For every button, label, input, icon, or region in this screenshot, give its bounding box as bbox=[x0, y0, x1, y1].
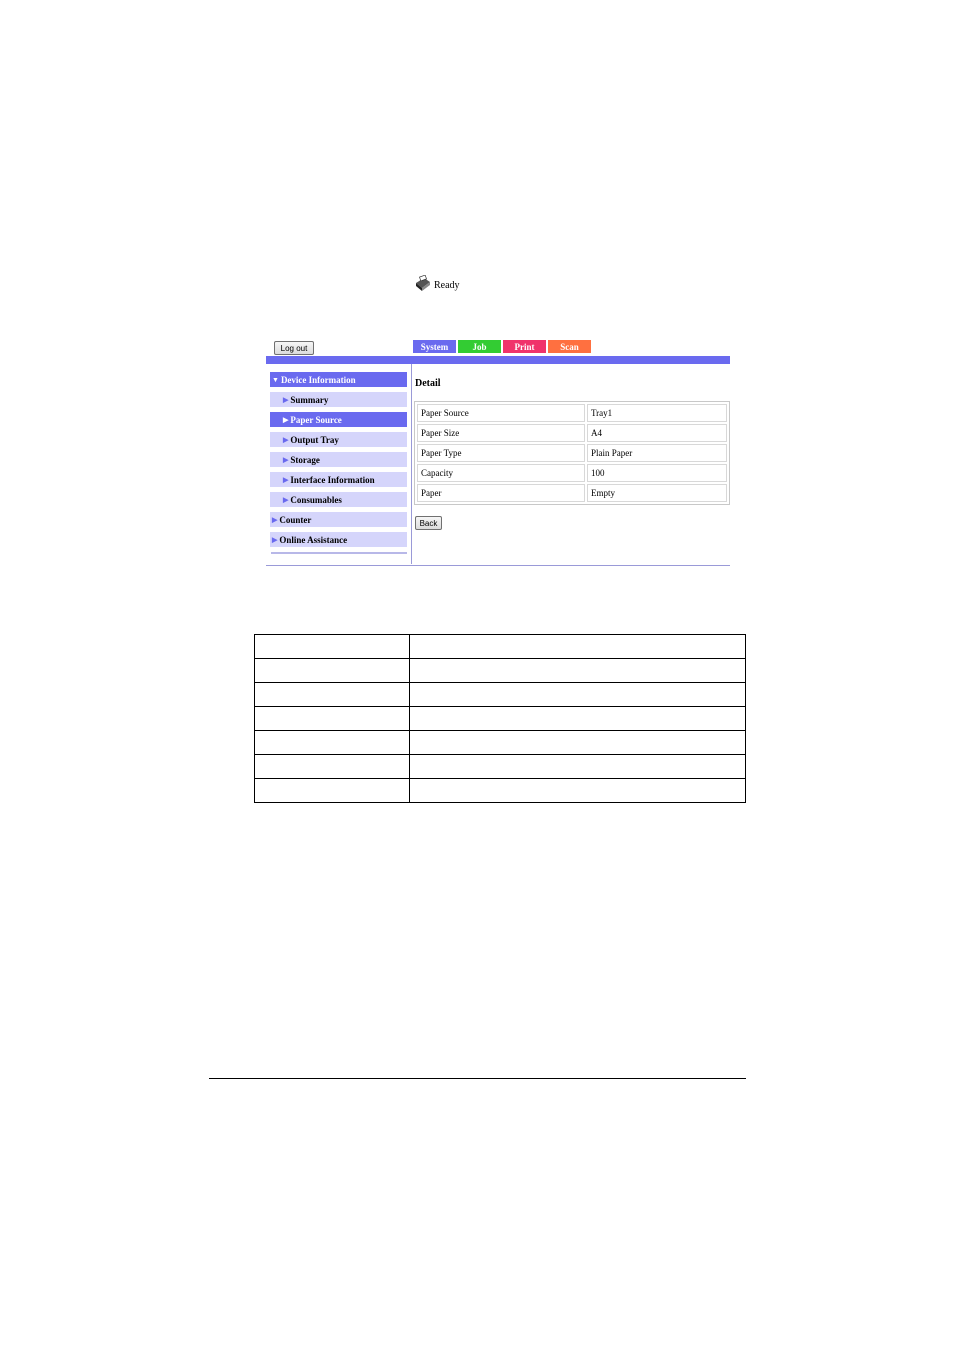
row-label: Paper Size bbox=[417, 424, 585, 442]
row-value: A4 bbox=[587, 424, 727, 442]
sidebar-item-online-assistance[interactable] bbox=[270, 532, 407, 547]
table-cell bbox=[410, 659, 746, 683]
tab-job[interactable]: Job bbox=[458, 340, 501, 353]
document-table bbox=[254, 634, 746, 803]
table-row bbox=[255, 659, 746, 683]
table-cell bbox=[255, 779, 410, 803]
sidebar-item-label: Consumables bbox=[290, 494, 342, 505]
chevron-right-icon: ▶ bbox=[283, 475, 289, 484]
sidebar-item-counter[interactable] bbox=[270, 512, 407, 527]
table-row bbox=[417, 484, 727, 502]
table-row bbox=[255, 635, 746, 659]
sidebar-item-label: Output Tray bbox=[290, 434, 339, 445]
row-label: Paper bbox=[417, 484, 585, 502]
chevron-down-icon: ▼ bbox=[272, 375, 279, 384]
table-cell bbox=[255, 755, 410, 779]
table-cell bbox=[255, 683, 410, 707]
sidebar-divider bbox=[271, 552, 407, 554]
chevron-right-icon: ▶ bbox=[283, 435, 289, 444]
sidebar-item-output-tray[interactable] bbox=[270, 432, 407, 447]
table-cell bbox=[255, 707, 410, 731]
row-value: 100 bbox=[587, 464, 727, 482]
detail-table bbox=[414, 401, 730, 505]
chevron-right-icon: ▶ bbox=[272, 515, 278, 524]
chevron-right-icon: ▶ bbox=[283, 455, 289, 464]
chevron-right-icon: ▶ bbox=[272, 535, 278, 544]
tab-print[interactable]: Print bbox=[503, 340, 546, 353]
table-cell bbox=[410, 755, 746, 779]
sidebar-item-device-information[interactable] bbox=[270, 372, 407, 387]
sidebar-item-consumables[interactable] bbox=[270, 492, 407, 507]
table-cell bbox=[255, 659, 410, 683]
sidebar-item-paper-source[interactable] bbox=[270, 412, 407, 427]
sidebar-item-interface-information[interactable] bbox=[270, 472, 407, 487]
row-label: Paper Source bbox=[417, 404, 585, 422]
sidebar-item-label: Summary bbox=[290, 394, 329, 405]
header-bar bbox=[266, 356, 730, 364]
table-row bbox=[255, 731, 746, 755]
panel-divider bbox=[411, 364, 412, 564]
table-row bbox=[417, 404, 727, 422]
sidebar-item-label: Online Assistance bbox=[279, 534, 348, 545]
page-footer-rule bbox=[209, 1078, 746, 1079]
table-cell bbox=[410, 779, 746, 803]
sidebar bbox=[270, 372, 407, 552]
footer-divider bbox=[266, 565, 730, 566]
table-row bbox=[255, 683, 746, 707]
tab-system[interactable]: System bbox=[413, 340, 456, 353]
row-value: Plain Paper bbox=[587, 444, 727, 462]
status-indicator bbox=[414, 275, 460, 296]
row-value: Tray1 bbox=[587, 404, 727, 422]
page-title: Detail bbox=[415, 378, 441, 389]
table-row bbox=[417, 444, 727, 462]
sidebar-item-storage[interactable] bbox=[270, 452, 407, 467]
table-cell bbox=[255, 731, 410, 755]
table-row bbox=[255, 779, 746, 803]
sidebar-item-summary[interactable] bbox=[270, 392, 407, 407]
sidebar-item-label: Paper Source bbox=[290, 414, 342, 425]
table-row bbox=[255, 707, 746, 731]
row-value: Empty bbox=[587, 484, 727, 502]
table-cell bbox=[410, 731, 746, 755]
chevron-right-icon: ▶ bbox=[283, 395, 289, 404]
table-cell bbox=[410, 683, 746, 707]
status-text: Ready bbox=[434, 280, 460, 291]
main-tabs bbox=[413, 340, 591, 353]
sidebar-item-label: Counter bbox=[279, 514, 312, 525]
table-cell bbox=[410, 635, 746, 659]
chevron-right-icon: ▶ bbox=[283, 415, 289, 424]
back-button[interactable]: Back bbox=[415, 516, 442, 530]
logout-button[interactable]: Log out bbox=[274, 341, 314, 355]
printer-icon bbox=[414, 275, 434, 296]
row-label: Capacity bbox=[417, 464, 585, 482]
table-cell bbox=[410, 707, 746, 731]
table-row bbox=[255, 755, 746, 779]
table-row bbox=[417, 424, 727, 442]
row-label: Paper Type bbox=[417, 444, 585, 462]
sidebar-item-label: Device Information bbox=[280, 374, 356, 385]
table-cell bbox=[255, 635, 410, 659]
sidebar-item-label: Interface Information bbox=[290, 474, 375, 485]
chevron-right-icon: ▶ bbox=[283, 495, 289, 504]
tab-scan[interactable]: Scan bbox=[548, 340, 591, 353]
sidebar-item-label: Storage bbox=[290, 454, 320, 465]
table-row bbox=[417, 464, 727, 482]
